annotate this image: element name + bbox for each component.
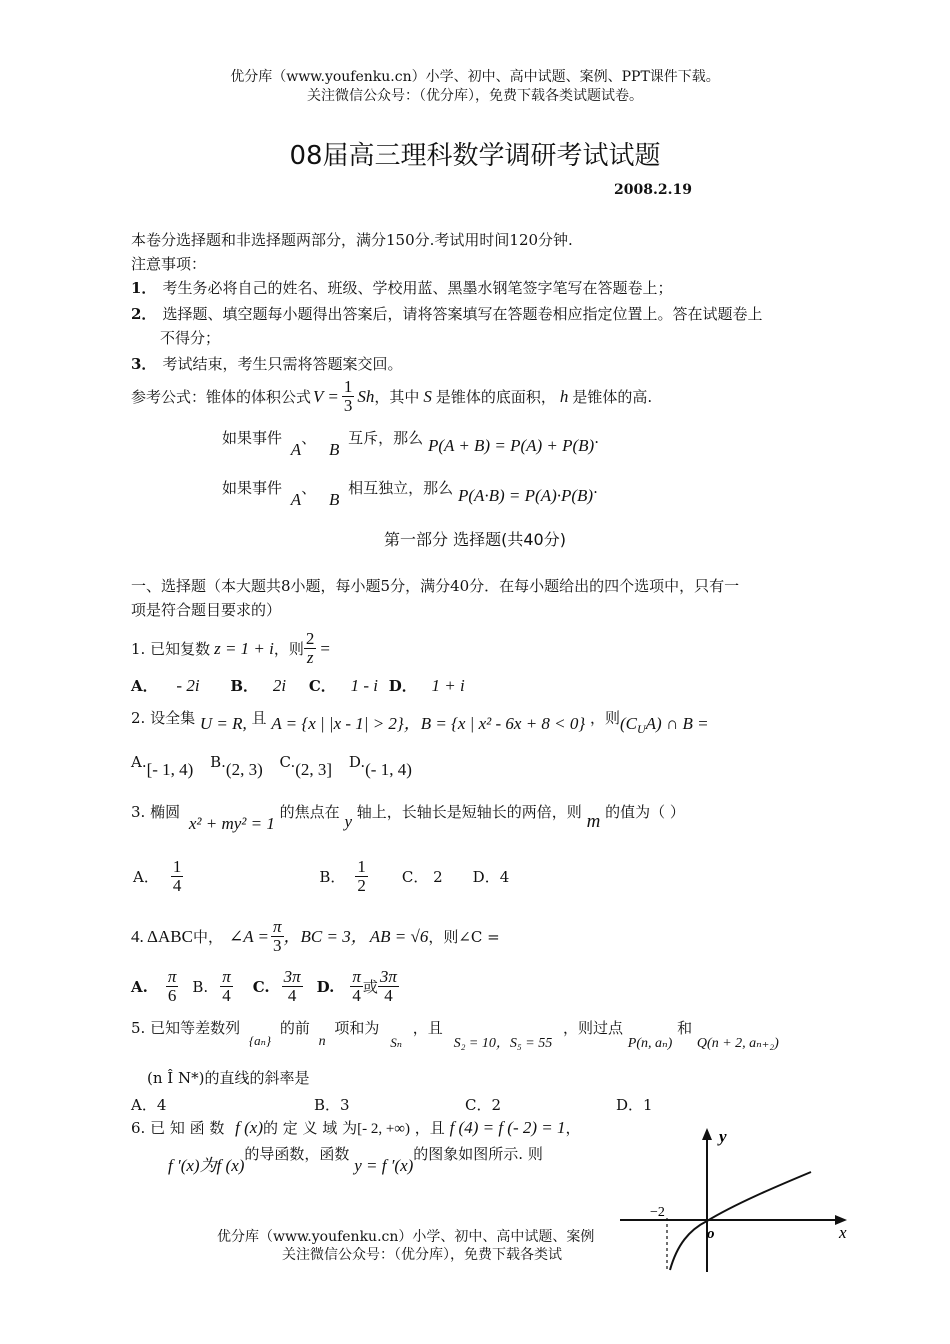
question-stem: 1. 已知复数 [131,639,211,658]
formula-line [131,378,652,415]
fraction-denominator: 4 [352,986,361,1005]
derivative-graph [615,1120,855,1280]
event-a: A [290,440,302,459]
question-6 [131,1118,581,1139]
math-expression: S₂ = 10，S₅ = 55 [453,1036,553,1051]
option-label: A． [133,867,159,886]
y-axis-arrow [702,1128,712,1140]
event-b: B [328,440,340,459]
math-expression: z = 1 + i [214,638,274,658]
math-expression: Q(n + 2, aₙ₊₂) [696,1036,779,1051]
notice-item [131,278,672,298]
notice-item [131,304,762,324]
question-stem: 3. 椭圆 [131,803,181,821]
fraction-numerator: 3π [283,967,301,986]
question-5 [131,1018,779,1051]
question-text: 项和为 [334,1019,380,1037]
math-expression: P(n, aₙ) [627,1036,673,1051]
part1-line-1: 一、选择题（本大题共8小题，每小题5分，满分40分．在每小题给出的四个选项中，只有一 [131,577,740,595]
question-text: ，则 [273,639,304,658]
question-3-options [133,858,509,895]
math-expression: ，BC = 3， [283,926,368,946]
math-fraction [220,968,233,1005]
exam-date: 2008.2.19 [614,182,692,198]
option-label: A. [131,977,148,996]
formula-line-2: 如果事件 A、 B 互斥，那么 P(A + B) = P(A) + P(B). [222,429,599,459]
math-fraction [171,858,184,895]
notice-text: 考试结束，考生只需将答题案交回。 [162,355,403,373]
fraction-numerator: 1 [172,857,182,876]
option-value: (2, 3) [225,760,263,779]
math-expression: U = R, [199,714,247,733]
question-text: 轴上，长轴长是短轴长的两倍，则 [356,803,582,821]
fraction-denominator: 4 [287,986,297,1005]
option-value: - 2i [176,676,200,695]
question-text: ，则∠C = [428,927,500,946]
fraction-denominator: 2 [357,876,366,895]
tick-label: −2 [650,1205,665,1220]
math-variable: m [586,811,601,832]
formula-sh: Sh [357,386,375,406]
question-text: 的焦点在 [279,803,340,821]
math-fraction [271,918,284,955]
question-text: 的 定 义 域 为 [263,1119,358,1137]
math-expression: f (4) = f (- 2) = 1 [449,1118,566,1137]
notice-num: 1． [131,279,157,297]
question-text: ，则 [589,709,620,727]
option-value: [- 1, 4) [146,760,194,779]
fraction-numerator: 3π [379,967,397,986]
option-label: C． [308,677,336,695]
question-2-options [131,752,412,779]
notice-item [131,354,402,374]
math-expression: (C [620,714,637,733]
fraction-denominator: 4 [172,876,182,895]
y-axis-label: y [719,1127,727,1146]
question-text: 中， [192,927,223,946]
formula-s: S [423,386,432,406]
formula-line-3: 如果事件 A、 B 相互独立，那么 P(A·B) = P(A)·P(B). [222,479,598,509]
option-label: C． 2 [401,867,443,886]
question-6-line-2 [168,1144,543,1175]
question-1 [131,630,330,667]
math-expression: x² + my² = 1 [188,814,275,833]
formula-expression: P(A·B) = P(A)·P(B) [457,486,594,505]
fraction-denominator: 6 [167,986,177,1005]
math-expression: f (x) [235,1118,264,1137]
option-value: (- 1, 4) [365,760,412,779]
option-label: B．3 [314,1096,350,1114]
notice-text: 不得分； [160,329,221,347]
math-fraction [304,630,317,667]
option-label: B． [319,867,346,886]
fraction-denominator: 4 [384,986,393,1005]
notice-num: 2． [131,305,157,323]
option-label: B． [230,677,259,695]
formula-mid: ，其中 [374,387,420,406]
math-expression: ，B = {x | x² - 6x + 8 < 0} [403,714,586,733]
option-label: D. [316,977,335,996]
question-3 [131,802,685,833]
fraction-denominator: z [306,648,314,667]
option-label: C. [252,977,270,996]
formula-fraction [342,378,355,415]
option-value: (2, 3] [295,760,333,779]
option-or: 或 [362,977,378,996]
question-text: ，且 [414,1119,445,1137]
option-label: B. [192,977,209,996]
notice-text: 考生务必将自己的姓名、班级、学校用蓝、黑墨水钢笔签字笔写在答题卷上； [162,279,673,297]
footer-line-1: 优分库（www.youfenku.cn）小学、初中、高中试题、案例 [217,1229,595,1245]
option-label: B. [210,753,226,771]
question-text: ， [565,1119,581,1137]
question-text: 和 [677,1019,693,1037]
option-label: A．4 [131,1096,167,1114]
question-text: ，则过点 [562,1019,623,1037]
notice-text: 选择题、填空题每小题得出答案后，请将答案填写在答题卷相应指定位置上。答在试题卷上 [162,305,763,323]
formula-sep: 、 [301,429,317,447]
option-label: D．4 [472,867,510,886]
math-expression: A = {x | |x - 1| > 2} [271,714,404,733]
fraction-denominator: 3 [343,396,353,415]
option-value: 2i [272,676,287,695]
formula-text: 互斥，那么 [348,429,424,447]
question-4-options [131,968,399,1005]
option-label: D． [388,677,417,695]
notice-label: 注意事项： [131,255,207,273]
footer-line-2: 关注微信公众号：（优分库），免费下载各类试 [282,1247,562,1263]
math-expression: = [320,638,330,658]
math-expression: Sₙ [390,1035,402,1050]
question-5-line-2: (n Î N*)的直线的斜率是 [147,1069,310,1087]
formula-end: 是锥体的高. [572,387,653,406]
event-b: B [328,490,340,509]
formula-text: 如果事件 [222,479,283,497]
question-1-options [131,676,465,696]
math-expression: A) ∩ B = [645,714,709,733]
formula-expression: P(A + B) = P(A) + P(B) [427,436,595,455]
fraction-numerator: 1 [343,377,353,396]
fraction-numerator: π [273,917,282,936]
formula-text: 相互独立，那么 [348,479,454,497]
option-label: A． [131,677,158,695]
math-expression: AB = √6 [369,926,429,946]
intro-text: 本卷分选择题和非选择题两部分，满分150分.考试用时间120分钟. [131,231,573,249]
math-variable: y [344,812,353,831]
formula-sep: 、 [301,479,317,497]
formula-v: V = [313,386,339,406]
header-line-2: 关注微信公众号：（优分库），免费下载各类试题试卷。 [307,88,643,104]
math-fraction [350,968,363,1005]
question-text: 且 [251,709,267,727]
option-label: D．1 [616,1096,653,1114]
question-5-options [131,1095,653,1115]
question-text: 的导函数，函数 [244,1145,350,1163]
question-text: 的前 [279,1019,310,1037]
math-variable: n [318,1034,326,1049]
question-2 [131,708,709,736]
math-fraction [166,968,179,1005]
event-a: A [290,490,302,509]
math-fraction [355,858,368,895]
option-value: 1 + i [431,676,465,695]
question-stem: 2. 设全集 [131,709,196,727]
fraction-numerator: π [222,967,231,986]
option-label: C. [279,753,296,771]
notice-num: 3． [131,355,157,373]
origin-label: o [707,1226,715,1242]
header-line-1: 优分库（www.youfenku.cn）小学、初中、高中试题、案例、PPT课件下载。 [230,69,720,85]
option-label: A. [131,753,147,771]
formula-label: 参考公式：锥体的体积公式 [131,387,312,406]
fraction-numerator: π [352,967,361,986]
section-heading: 第一部分 选择题(共40分) [384,530,566,549]
page-title: 08届高三理科数学调研考试试题 [289,141,661,171]
formula-mid2: 是锥体的底面积， [435,387,556,406]
option-label: D. [348,753,366,771]
question-stem: 4. ΔABC [131,926,193,946]
question-stem: 6. 已 知 函 数 [131,1119,225,1137]
math-subscript: U [637,722,646,736]
option-label: C．2 [465,1096,502,1114]
math-expression: y = f ′(x) [354,1156,414,1175]
question-stem: 5. 已知等差数列 [131,1019,241,1037]
question-text: ，且 [412,1019,443,1037]
math-fraction [378,968,399,1005]
formula-text: 如果事件 [222,429,283,447]
formula-h: h [559,386,569,406]
math-expression: ∠A = [228,926,270,946]
part1-line-2: 项是符合题目要求的） [131,601,282,619]
math-expression: f ′(x)为f (x) [168,1156,245,1175]
fraction-numerator: 2 [305,629,315,648]
question-4 [131,918,500,955]
fraction-numerator: 1 [357,857,366,876]
math-expression: {aₙ} [248,1033,272,1048]
option-value: 1 - i [350,676,378,695]
fraction-denominator: 4 [222,986,231,1005]
math-fraction [282,968,303,1005]
fraction-numerator: π [167,967,177,986]
question-text: 的图象如图所示. 则 [413,1145,543,1163]
fraction-denominator: 3 [273,936,282,955]
x-axis-label: x [839,1223,847,1242]
question-text: 的值为（ ） [605,803,685,821]
math-expression: [- 2, +∞) [357,1121,410,1137]
